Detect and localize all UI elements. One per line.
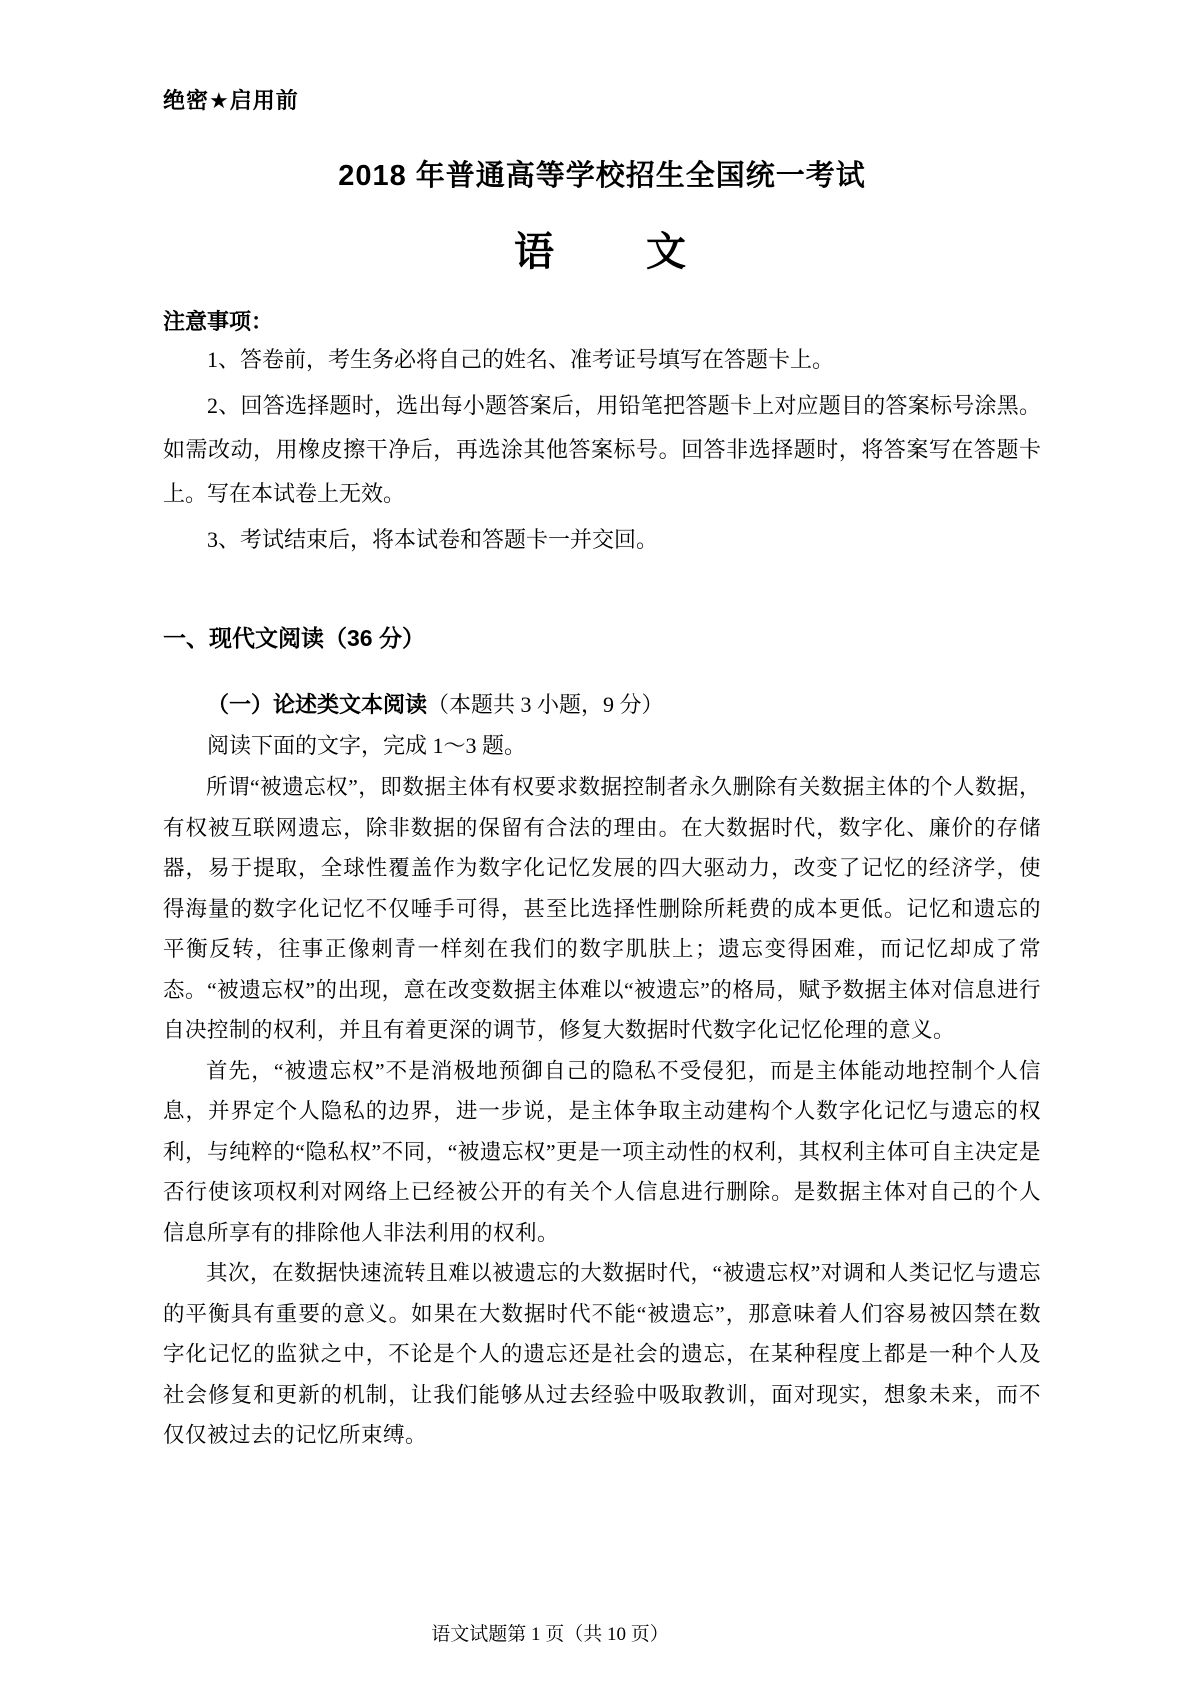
notice-item-2: 2、回答选择题时，选出每小题答案后，用铅笔把答题卡上对应题目的答案标号涂黑。如需改动，用橡皮擦干净后，再选涂其他答案标号。回答非选择题时，将答案写在答题卡上。写在本试卷上无效。 [163, 393, 1041, 506]
reading-paragraph-1: 所谓“被遗忘权”，即数据主体有权要求数据控制者永久删除有关数据主体的个人数据，有权被互联网遗忘，除非数据的保留有合法的理由。在大数据时代，数字化、廉价的存储器，易于提取，全球性覆盖作为数字化记忆发展的四大驱动力，改变了记忆的经济学，使得海量的数字化记忆不仅唾手可得，甚至比选择性删除所耗费的成本更低。记忆和遗忘的平衡反转，往事正像刺青一样刻在我们的数字肌肤上；遗忘变得困难，而记忆却成了常态。“被遗忘权”的出现，意在改变数据主体难以“被遗忘”的格局，赋予数据主体对信息进行自决控制的权利，并且有着更深的调节，修复大数据时代数字化记忆伦理的意义。 [163, 775, 1041, 1042]
page-footer: 语文试题第 1 页（共 10 页） [431, 1624, 669, 1645]
subsection-heading [163, 685, 1041, 725]
reading-paragraph-3: 其次，在数据快速流转且难以被遗忘的大数据时代，“被遗忘权”对调和人类记忆与遗忘的平衡具有重要的意义。如果在大数据时代不能“被遗忘”，那意味着人们容易被囚禁在数字化记忆的监狱之中，不论是个人的遗忘还是社会的遗忘，在某种程度上都是一种个人及社会修复和更新的机制，让我们能够从过去经验中吸取教训，面对现实，想象未来，而不仅仅被过去的记忆所束缚。 [163, 1261, 1041, 1447]
notice-heading: 注意事项： [163, 309, 274, 334]
subject-title: 语 文 [514, 229, 690, 274]
classification-label: 绝密★启用前 [163, 88, 299, 113]
exam-title: 2018 年普通高等学校招生全国统一考试 [338, 160, 866, 192]
notice-item-1: 1、答卷前，考生务必将自己的姓名、准考证号填写在答题卡上。 [207, 347, 835, 372]
subsection-heading-regular: （本题共 3 小题，9 分） [427, 692, 664, 717]
reading-paragraph-2: 首先，“被遗忘权”不是消极地预御自己的隐私不受侵犯，而是主体能动地控制个人信息，并界定个人隐私的边界，进一步说，是主体争取主动建构个人数字化记忆与遗忘的权利，与纯粹的“隐私权”不同，“被遗忘权”更是一项主动性的权利，其权利主体可自主决定是否行使该项权利对网络上已经被公开的有关个人信息进行删除。是数据主体对自己的个人信息所享有的排除他人非法利用的权利。 [163, 1058, 1041, 1245]
reading-instruction: 阅读下面的文字，完成 1～3 题。 [207, 733, 527, 758]
section-heading-modern-text-reading: 一、现代文阅读（36 分） [163, 625, 425, 651]
notice-item-3: 3、考试结束后，将本试卷和答题卡一并交回。 [207, 527, 659, 552]
page-content [163, 0, 1041, 1456]
subsection-heading-bold: （一）论述类文本阅读 [207, 692, 428, 717]
